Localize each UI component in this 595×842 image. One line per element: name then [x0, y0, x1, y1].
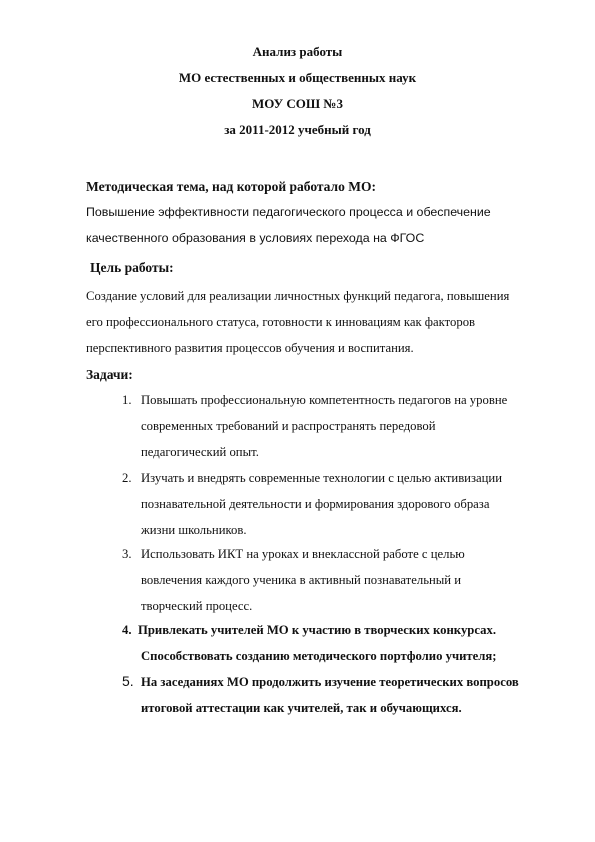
task-line: Повышать профессиональную компетентность педагогов на уровне [141, 393, 508, 407]
document-subtitle-department: МО естественных и общественных наук [178, 70, 417, 85]
tasks-heading: Задачи: [86, 367, 133, 382]
task-line: Изучать и внедрять современные технологии с целью активизации [141, 471, 502, 485]
task-line: творческий процесс. [141, 599, 253, 613]
task-line: педагогический опыт. [141, 445, 259, 459]
goal-line: его профессионального статуса, готовности к инновациям как факторов [86, 315, 476, 329]
task-number: 3. [122, 547, 132, 561]
task-line: жизни школьников. [141, 523, 247, 537]
theme-heading: Методическая тема, над которой работало МО: [86, 179, 376, 194]
document-subtitle-year: за 2011-2012 учебный год [224, 122, 371, 137]
task-number: 2. [122, 471, 132, 485]
goal-line: перспективного развития процессов обучения и воспитания. [86, 341, 414, 355]
goal-line: Создание условий для реализации личностных функций педагога, повышения [86, 289, 510, 303]
task-line: Способствовать созданию методического портфолио учителя; [141, 649, 497, 663]
theme-line: качественного образования в условиях перехода на ФГОС [86, 231, 425, 245]
task-line: Использовать ИКТ на уроках и внеклассной работе с целью [141, 547, 465, 561]
document-subtitle-school: МОУ СОШ №3 [251, 96, 344, 111]
task-number: 5. [122, 673, 134, 689]
goal-heading: Цель работы: [90, 260, 174, 275]
task-line: итоговой аттестации как учителей, так и обучающихся. [141, 701, 462, 715]
task-line: познавательной деятельности и формирования здорового образа [141, 497, 490, 511]
task-line: Привлекать учителей МО к участию в творческих конкурсах. [138, 623, 496, 637]
task-number: 1. [122, 393, 132, 407]
theme-line: Повышение эффективности педагогического процесса и обеспечение [86, 205, 491, 219]
task-number: 4. [122, 623, 132, 637]
task-line: На заседаниях МО продолжить изучение теоретических вопросов [141, 675, 519, 689]
task-line: вовлечения каждого ученика в активный познавательный и [141, 573, 462, 587]
task-line: современных требований и распространять передовой [141, 419, 436, 433]
document-title: Анализ работы [252, 44, 343, 59]
